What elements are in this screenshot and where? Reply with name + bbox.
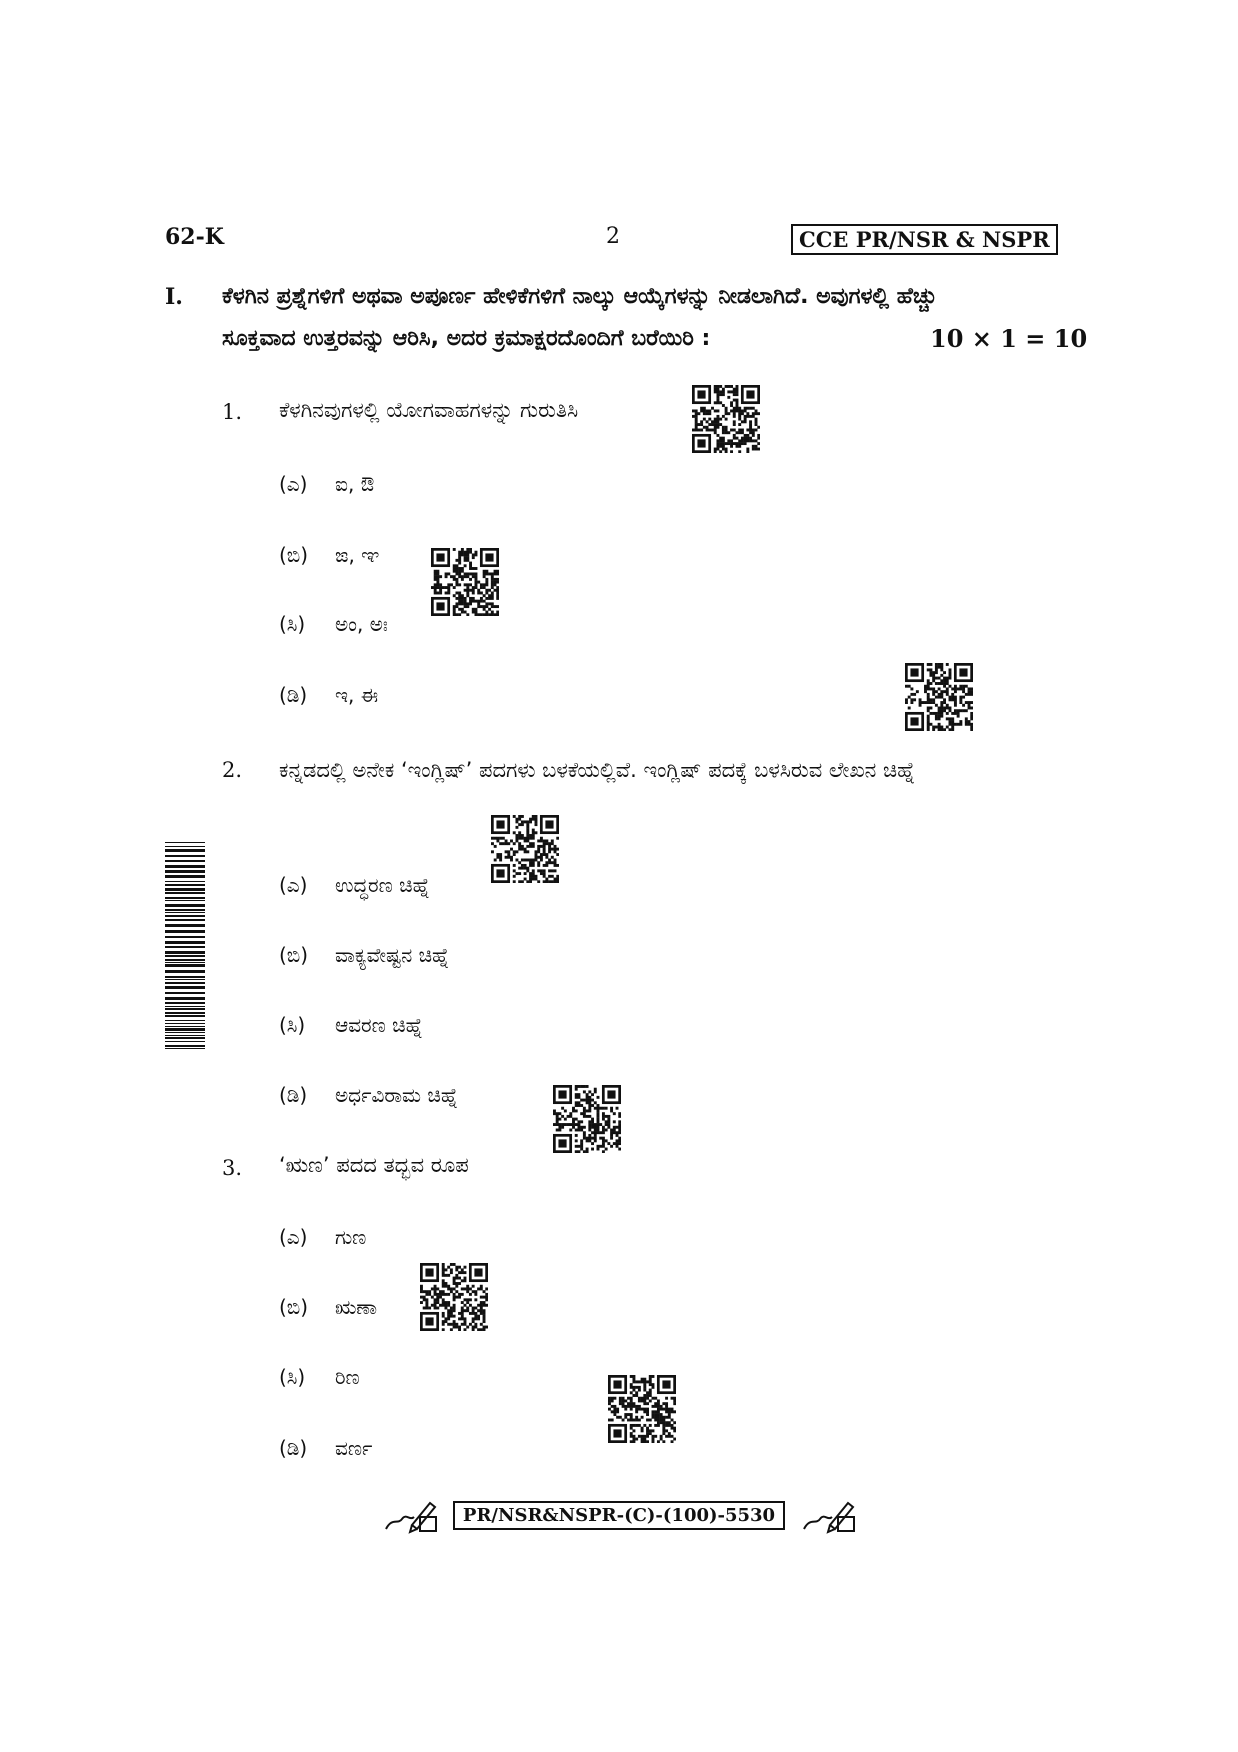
paper-code: 62-K (165, 224, 224, 250)
qr-code-icon (692, 385, 760, 453)
option-label: (ಸಿ) (279, 612, 306, 636)
question-2-option-c (279, 1013, 423, 1037)
option-label: (ಸಿ) (279, 1013, 306, 1037)
option-label: (ಡಿ) (279, 683, 308, 707)
qr-code-icon (553, 1085, 621, 1153)
option-text: ಉದ್ಧರಣ ಚಿಹ್ನೆ (335, 873, 430, 897)
exam-code: CCE PR/NSR & NSPR (791, 224, 1058, 255)
section-number: I. (165, 284, 183, 310)
question-2-option-d (279, 1083, 458, 1107)
question-1-option-d (279, 683, 378, 707)
option-label: (ಬಿ) (279, 943, 309, 967)
pen-writing-icon (382, 1495, 438, 1535)
footer (0, 1495, 1238, 1535)
question-1-option-a (279, 472, 374, 496)
instruction-line-2: ಸೂಕ್ತವಾದ ಉತ್ತರವನ್ನು ಆರಿಸಿ, ಅದರ ಕ್ರಮಾಕ್ಷರದೊಂದಿಗೆ ಬರೆಯಿರಿ : (222, 326, 711, 351)
qr-code-icon (905, 663, 973, 731)
option-label: (ಎ) (279, 873, 308, 897)
option-text: ವಾಕ್ಯವೇಷ್ಟನ ಚಿಹ್ನೆ (335, 943, 450, 967)
question-2-text: ಕನ್ನಡದಲ್ಲಿ ಅನೇಕ ‘ಇಂಗ್ಲಿಷ್’ ಪದಗಳು ಬಳಕೆಯಲ್ಲಿವೆ. ಇಂಗ್ಲಿಷ್ ಪದಕ್ಕೆ ಬಳಸಿರುವ ಲೇಖನ ಚಿಹ್ನೆ (279, 758, 916, 782)
option-label: (ಬಿ) (279, 1295, 309, 1319)
option-label: (ಡಿ) (279, 1083, 308, 1107)
question-1-text: ಕೆಳಗಿನವುಗಳಲ್ಲಿ ಯೋಗವಾಹಗಳನ್ನು ಗುರುತಿಸಿ (279, 398, 579, 422)
footer-code: PR/NSR&NSPR-(C)-(100)-5530 (453, 1501, 785, 1530)
option-text: ಐ, ಔ (335, 472, 375, 496)
question-3-number: 3. (222, 1156, 243, 1180)
option-text: ಇ, ಈ (335, 683, 379, 707)
option-label: (ಬಿ) (279, 543, 309, 567)
question-1-number: 1. (222, 400, 243, 424)
qr-code-icon (608, 1375, 676, 1443)
option-text: ಆವರಣ ಚಿಹ್ನೆ (335, 1013, 423, 1037)
question-3-option-c (279, 1365, 360, 1389)
option-text: ಙ, ಞ (335, 543, 380, 567)
qr-code-icon (420, 1263, 488, 1331)
option-label: (ಎ) (279, 472, 308, 496)
instruction-line-1: ಕೆಳಗಿನ ಪ್ರಶ್ನೆಗಳಿಗೆ ಅಥವಾ ಅಪೂರ್ಣ ಹೇಳಿಕೆಗಳಿಗೆ ನಾಲ್ಕು ಆಯ್ಕೆಗಳನ್ನು ನೀಡಲಾಗಿದೆ. ಅವುಗಳಲ್ಲಿ ಹೆಚ್ಚು (222, 284, 938, 309)
question-3-option-a (279, 1225, 366, 1249)
option-text: ಅರ್ಧವಿರಾಮ ಚಿಹ್ನೆ (335, 1083, 459, 1107)
pen-writing-icon (800, 1495, 856, 1535)
question-3-option-d (279, 1436, 372, 1460)
question-3-option-b (279, 1295, 377, 1319)
qr-code-icon (491, 815, 559, 883)
option-text: ರಿಣ (335, 1365, 360, 1389)
option-text: ಋಣಾ (335, 1295, 378, 1319)
section-marks: 10 × 1 = 10 (930, 324, 1088, 353)
question-2-number: 2. (222, 758, 243, 782)
question-3-text: ‘ಋಣ’ ಪದದ ತದ್ಭವ ರೂಪ (279, 1153, 469, 1177)
question-1-option-c (279, 612, 388, 636)
question-2-option-a (279, 873, 430, 897)
barcode-icon (165, 842, 205, 1052)
question-1-option-b (279, 543, 379, 567)
option-text: ಗುಣ (335, 1225, 367, 1249)
option-label: (ಡಿ) (279, 1436, 308, 1460)
qr-code-icon (431, 548, 499, 616)
option-label: (ಎ) (279, 1225, 308, 1249)
option-text: ವರ್ಣ (335, 1436, 373, 1460)
option-label: (ಸಿ) (279, 1365, 306, 1389)
question-2-option-b (279, 943, 449, 967)
page-number: 2 (606, 224, 620, 249)
option-text: ಅಂ, ಅಃ (335, 612, 388, 636)
